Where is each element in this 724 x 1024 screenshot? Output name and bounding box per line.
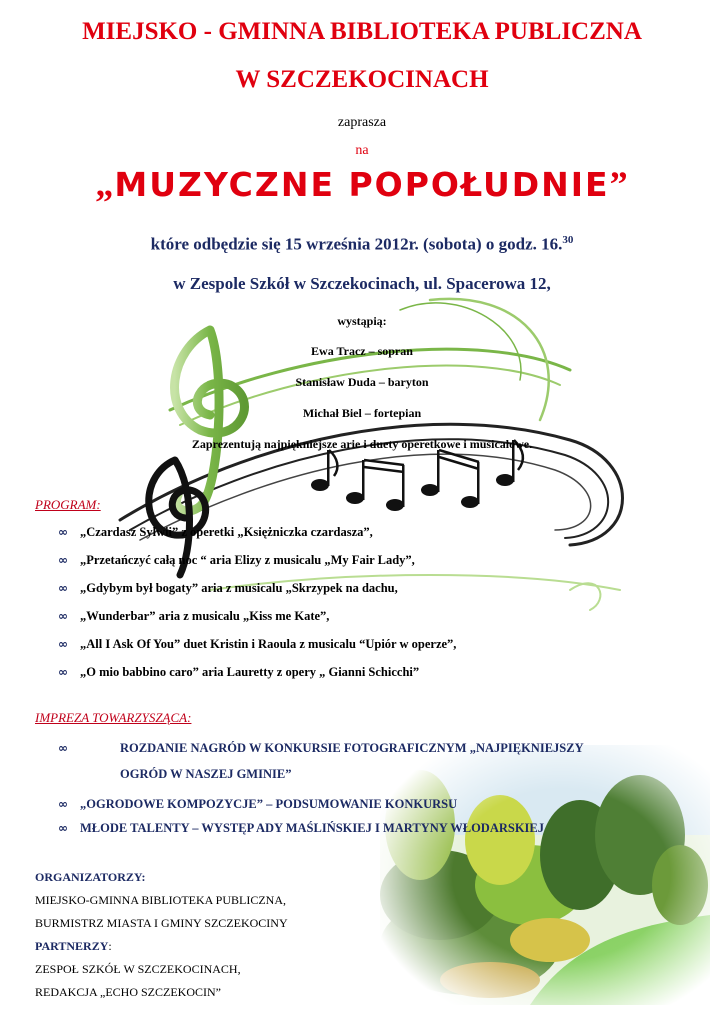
program-item-text: „All I Ask Of You” duet Kristin i Raoula z musicalu “Upiór w operze”, xyxy=(80,637,457,651)
close-quote: ” xyxy=(609,164,629,204)
infinity-bullet-icon: ∞ xyxy=(58,525,68,539)
organizers-heading: ORGANIZATORZY: xyxy=(35,870,146,884)
organizer-2: BURMISTRZ MIASTA I GMINY SZCZEKOCINY xyxy=(35,916,288,930)
event-date xyxy=(0,234,724,255)
partners-heading xyxy=(35,935,288,958)
companion-item-text: „OGRODOWE KOMPOZYCJE” – PODSUMOWANIE KONKURSU xyxy=(80,797,458,811)
companion-event-heading: IMPREZA TOWARZYSZĄCA: xyxy=(35,710,192,725)
program-item xyxy=(58,637,678,665)
open-quote: „ xyxy=(95,164,115,204)
companion-item-text: MŁODE TALENTY – WYSTĘP ADY MAŚLIŃSKIEJ I MARTYNY WŁODARSKIEJ xyxy=(80,821,544,835)
program-item xyxy=(58,609,678,637)
partners-heading-text: PARTNERZY xyxy=(35,939,109,953)
infinity-bullet-icon: ∞ xyxy=(58,609,68,623)
program-item xyxy=(58,581,678,609)
companion-item xyxy=(58,741,698,767)
performers-label: wystąpią: xyxy=(337,314,387,328)
on-text: na xyxy=(355,143,369,158)
organizers-block xyxy=(35,866,288,1004)
partner-1: ZESPOŁ SZKÓŁ W SZCZEKOCINACH, xyxy=(35,962,241,976)
infinity-bullet-icon: ∞ xyxy=(58,821,68,835)
event-time-minutes: 30 xyxy=(562,234,574,246)
program-item-text: „Gdybym był bogaty” aria z musicalu „Skrzypek na dachu, xyxy=(80,581,398,595)
infinity-bullet-icon: ∞ xyxy=(58,553,68,567)
performer-1: Ewa Tracz – sopran xyxy=(311,344,413,358)
program-item xyxy=(58,525,678,553)
infinity-bullet-icon: ∞ xyxy=(58,797,68,811)
program-item-text: „Czardasz Sylwii” z operetki „Księżniczka czardasza”, xyxy=(80,525,373,539)
program-heading: PROGRAM: xyxy=(35,497,101,512)
partner-2: REDAKCJA „ECHO SZCZEKOCIN” xyxy=(35,985,221,999)
infinity-bullet-icon: ∞ xyxy=(58,637,68,651)
performer-2: Stanisław Duda – baryton xyxy=(295,375,429,389)
invites-text: zaprasza xyxy=(337,115,387,130)
program-item xyxy=(58,665,678,693)
infinity-bullet-icon: ∞ xyxy=(58,665,68,679)
companion-item-text: OGRÓD W NASZEJ GMINIE” xyxy=(120,767,292,781)
library-title-line1: MIEJSKO - GMINNA BIBLIOTEKA PUBLICZNA xyxy=(82,18,642,45)
event-title xyxy=(0,163,724,205)
infinity-bullet-icon: ∞ xyxy=(58,581,68,595)
event-location: w Zespole Szkół w Szczekocinach, ul. Spacerowa 12, xyxy=(173,274,551,293)
companion-item xyxy=(58,797,698,821)
program-item-text: „O mio babbino caro” aria Lauretty z opery „ Gianni Schicchi” xyxy=(80,665,420,679)
companion-item-text: ROZDANIE NAGRÓD W KONKURSIE FOTOGRAFICZNYM „NAJPIĘKNIEJSZY xyxy=(120,741,584,755)
infinity-bullet-icon: ∞ xyxy=(58,741,68,755)
companion-item-continuation xyxy=(58,767,698,797)
performer-3: Michał Biel – fortepian xyxy=(302,406,422,420)
event-date-text: które odbędzie się 15 września 2012r. (sobota) o godz. 16. xyxy=(150,234,563,254)
program-list xyxy=(58,525,678,693)
companion-event-list xyxy=(58,741,698,845)
program-item xyxy=(58,553,678,581)
program-item-text: „Wunderbar” aria z musicalu „Kiss me Kate”, xyxy=(80,609,330,623)
library-title-line2: W SZCZEKOCINACH xyxy=(235,66,489,93)
program-item-text: „Przetańczyć całą noc “ aria Elizy z musicalu „My Fair Lady”, xyxy=(80,553,415,567)
repertoire-description: Zaprezentują najpiękniejsze arie i duety operetkowe i musicalowe. xyxy=(191,437,533,451)
organizer-1: MIEJSKO-GMINNA BIBLIOTEKA PUBLICZNA, xyxy=(35,893,286,907)
event-name: MUZYCZNE POPOŁUDNIE xyxy=(114,165,610,204)
companion-item xyxy=(58,821,698,845)
partners-colon: : xyxy=(108,939,112,953)
